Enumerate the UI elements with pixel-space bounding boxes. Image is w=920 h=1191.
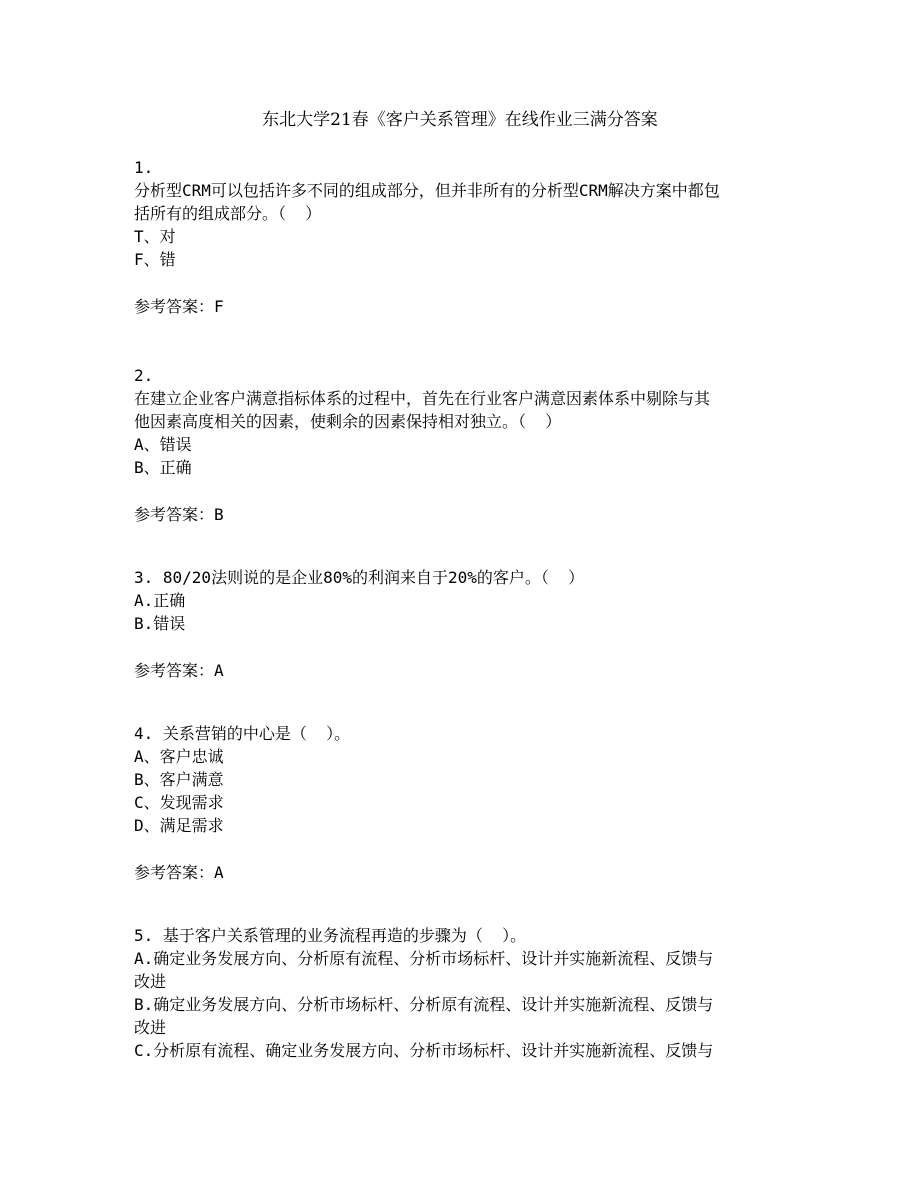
answer-line: 参考答案：B: [134, 505, 224, 524]
option: A.确定业务发展方向、分析原有流程、分析市场标杆、设计并实施新流程、反馈与: [134, 949, 714, 968]
question-5: [134, 924, 790, 1062]
spacer: [134, 526, 790, 566]
spacer: [134, 318, 790, 364]
question-text-line: 4. 关系营销的中心是（ ）。: [134, 724, 351, 743]
option: A.正确: [134, 591, 186, 610]
question-text-line: 在建立企业客户满意指标体系的过程中，首先在行业客户满意因素体系中剔除与其: [134, 389, 711, 408]
option: B、正确: [134, 458, 192, 477]
answer-line: 参考答案：F: [134, 297, 224, 316]
option: C.分析原有流程、确定业务发展方向、分析市场标杆、设计并实施新流程、反馈与: [134, 1041, 714, 1060]
spacer: [134, 682, 790, 722]
option: 改进: [134, 972, 167, 991]
question-text-line: 5. 基于客户关系管理的业务流程再造的步骤为（ ）。: [134, 926, 527, 945]
option: A、错误: [134, 435, 192, 454]
spacer: [134, 884, 790, 924]
option: A、客户忠诚: [134, 747, 224, 766]
option: D、满足需求: [134, 816, 224, 835]
option: 改进: [134, 1018, 167, 1037]
option: F、错: [134, 250, 176, 269]
option: C、发现需求: [134, 793, 224, 812]
question-text-line: 括所有的组成部分。（ ）: [134, 204, 322, 223]
question-text-line: 他因素高度相关的因素，使剩余的因素保持相对独立。（ ）: [134, 412, 562, 431]
question-text-line: 3. 80/20法则说的是企业80%的利润来自于20%的客户。（ ）: [134, 568, 585, 587]
question-number: 2.: [134, 366, 154, 385]
document-title: 东北大学21春《客户关系管理》在线作业三满分答案: [262, 110, 658, 130]
question-2: [134, 364, 790, 526]
answer-line: 参考答案：A: [134, 661, 224, 680]
option: T、对: [134, 227, 176, 246]
option: B.错误: [134, 614, 186, 633]
option: B.确定业务发展方向、分析市场标杆、分析原有流程、设计并实施新流程、反馈与: [134, 995, 714, 1014]
question-list: [134, 156, 790, 1062]
question-1: [134, 156, 790, 318]
option: B、客户满意: [134, 770, 224, 789]
answer-line: 参考答案：A: [134, 863, 224, 882]
question-text-line: 分析型CRM可以包括许多不同的组成部分，但并非所有的分析型CRM解决方案中都包: [134, 181, 720, 200]
question-3: [134, 566, 790, 682]
question-number: 1.: [134, 158, 154, 177]
question-4: [134, 722, 790, 884]
